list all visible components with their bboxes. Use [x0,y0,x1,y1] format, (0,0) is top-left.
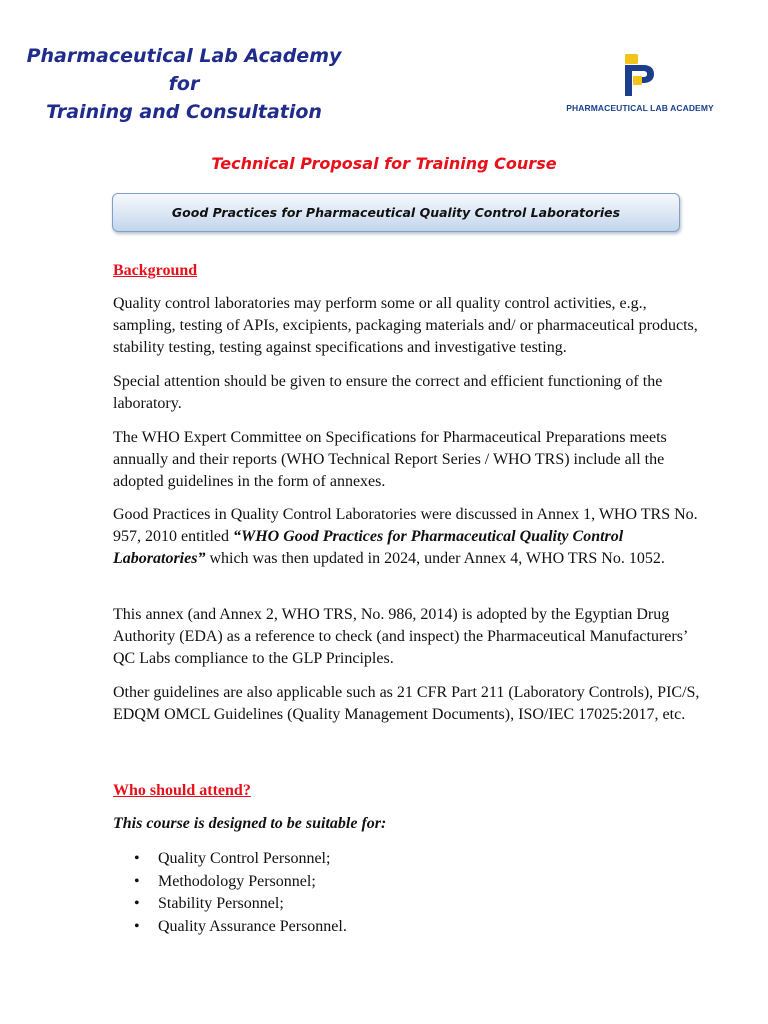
bullet-icon: • [134,850,140,867]
list-item [134,871,347,894]
background-paragraph-5: This annex (and Annex 2, WHO TRS, No. 986, 2014) is adopted by the Egyptian Drug Authority (EDA) as a reference to check (and inspect) the Pharmaceutical Manufacturers’ QC Labs compliance to the GLP Principles. [113,606,688,667]
organization-title [24,42,344,126]
audience-list [134,848,347,938]
logo-text: PHARMACEUTICAL LAB ACADEMY [566,103,714,113]
list-item [134,848,347,871]
list-item [134,893,347,916]
org-title-line-3: Training and Consultation [46,101,322,123]
logo-p-icon [623,52,657,98]
bullet-icon: • [134,917,140,935]
background-paragraph-2: Special attention should be given to ensure the correct and efficient functioning of the laboratory. [113,373,663,412]
course-title-banner [112,193,680,232]
list-item-text: Stability Personnel; [158,895,284,912]
proposal-title: Technical Proposal for Training Course [211,154,557,173]
background-paragraph-3: The WHO Expert Committee on Specifications for Pharmaceutical Preparations meets annually and their reports (WHO Technical Report Series / WHO TRS) include all the adopted guidelines in the form of annexes. [113,429,667,490]
background-paragraph-1: Quality control laboratories may perform some or all quality control activities, e.g., sampling, testing of APIs, excipients, packaging materials and/ or pharmaceutical products, stability testing, testing against specifications and investigative testing. [113,295,698,356]
org-title-line-1: Pharmaceutical Lab Academy [26,45,342,67]
bullet-icon: • [134,895,140,912]
bullet-icon: • [134,872,140,890]
list-item-text: Quality Control Personnel; [158,850,331,867]
list-item [134,916,347,939]
list-item-text: Methodology Personnel; [158,872,316,890]
attend-heading: Who should attend? [113,782,251,799]
academy-logo [560,52,720,120]
background-paragraph-4 [113,504,713,570]
background-paragraph-6: Other guidelines are also applicable such as 21 CFR Part 211 (Laboratory Controls), PIC/S, EDQM OMCL Guidelines (Quality Management Documents), ISO/IEC 17025:2017, etc. [113,684,700,723]
background-heading: Background [113,262,198,279]
course-title: Good Practices for Pharmaceutical Quality Control Laboratories [171,205,621,220]
paragraph-4-intro: Good Practices in Quality Control Laboratories were discussed in Annex 1, WHO TRS No. 957, 2010 entitled [113,506,698,545]
list-item-text: Quality Assurance Personnel. [158,917,347,935]
org-title-line-2: for [168,73,200,95]
paragraph-4-outro: which was then updated in 2024, under Annex 4, WHO TRS No. 1052. [205,550,665,567]
attend-lead: This course is designed to be suitable for: [113,815,387,832]
guideline-title: “WHO Good Practices for Pharmaceutical Quality Control Laboratories” [113,528,624,567]
